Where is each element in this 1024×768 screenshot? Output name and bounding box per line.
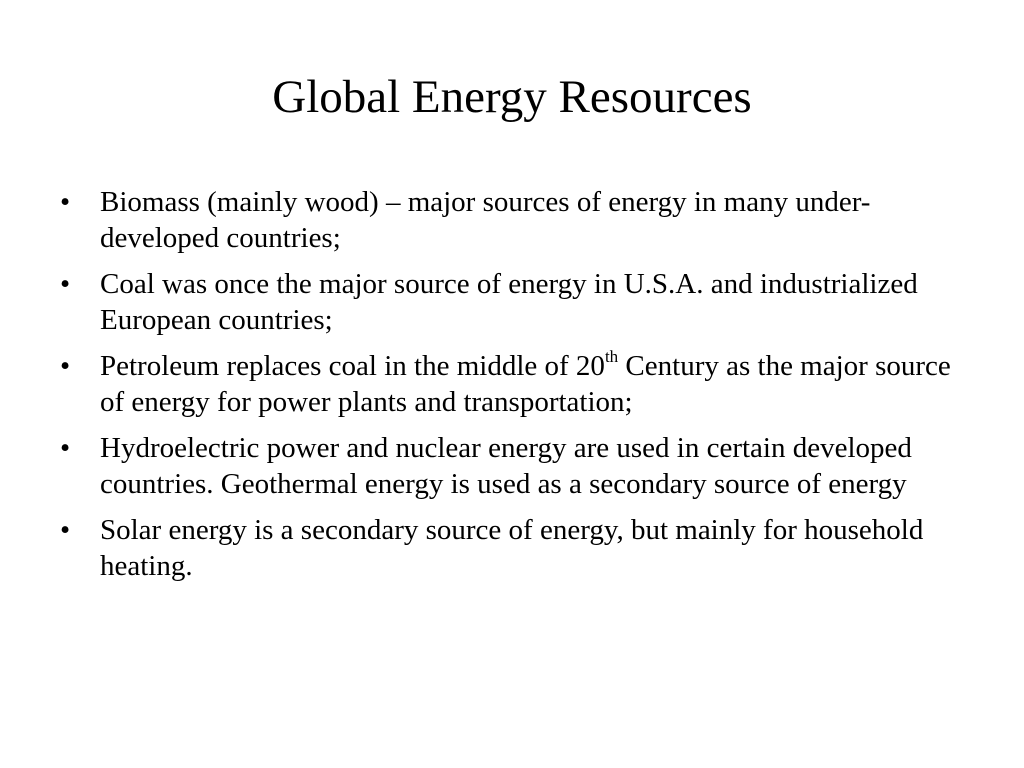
bullet-icon: • (60, 268, 71, 300)
bullet-text: Coal was once the major source of energy in U.S.A. and industrialized European countries; (100, 268, 918, 336)
bullet-text-end: Century as the major source of energy for power plants and transportation; (100, 350, 951, 418)
bullet-text: Solar energy is a secondary source of energy, but mainly for household heating. (100, 514, 924, 582)
bullet-icon: • (60, 350, 71, 382)
bullet-icon: • (60, 186, 71, 218)
bullet-text-start: Petroleum replaces coal in the middle of 20 (100, 350, 605, 382)
bullet-item-biomass (60, 184, 980, 256)
bullet-text: Biomass (mainly wood) – major sources of energy in many under-developed countries; (100, 186, 871, 254)
ordinal-superscript: th (604, 347, 619, 367)
bullet-icon: • (60, 514, 71, 546)
bullet-list (60, 184, 980, 594)
bullet-item-hydroelectric (60, 430, 980, 502)
bullet-item-solar (60, 512, 980, 584)
bullet-icon: • (60, 432, 71, 464)
bullet-item-petroleum (60, 348, 980, 420)
slide-title: Global Energy Resources (272, 71, 752, 123)
bullet-text: Hydroelectric power and nuclear energy are used in certain developed countries. Geothermal energy is used as a secondary source of energy (100, 432, 912, 500)
bullet-text (100, 347, 951, 418)
bullet-item-coal (60, 266, 980, 338)
